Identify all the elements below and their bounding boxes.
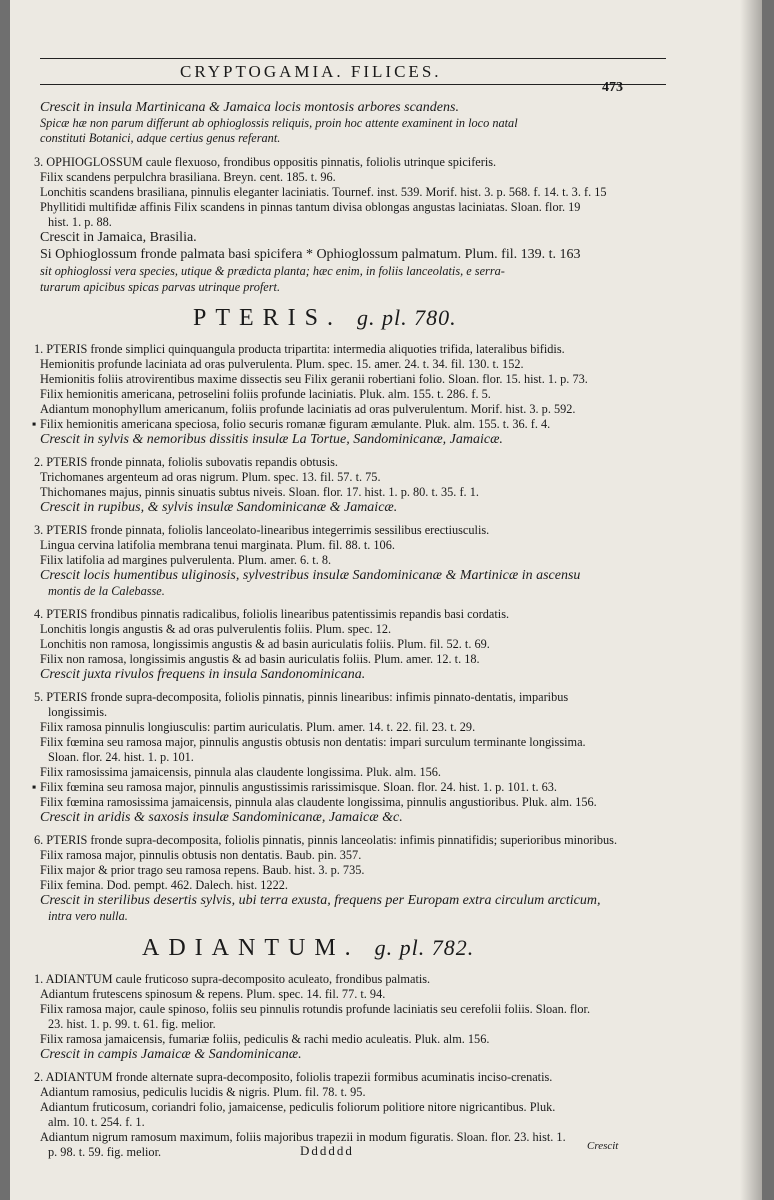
text-line: sit ophioglossi vera species, utique & prædicta planta; hæc enim, in foliis lanceolatis, e serra- [40,264,505,278]
text-line: Si Ophioglossum fronde palmata basi spicifera * Ophioglossum palmatum. Plum. fil. 139. t. 163 [40,247,581,262]
text-line: constituti Botanici, adque certius genus referant. [40,131,281,145]
text-line: Crescit in insula Martinicana & Jamaica locis montosis arbores scandens. [40,100,459,115]
text-line: Hemionitis foliis atrovirentibus maxime dissectis seu Filix geranii robertiani folio. Sloan. flor. 15. hist. 1. p. 73. [40,372,588,386]
page-number: 473 [602,80,623,95]
text-line: Filix latifolia ad margines pulverulenta. Plum. amer. 6. t. 8. [40,553,332,567]
text-line: Hemionitis profunde laciniata ad oras pulverulenta. Plum. spec. 15. amer. 24. t. 34. fil. 130. t. 152. [40,357,524,371]
text-line: 2. ADIANTUM fronde alternate supra-decomposito, foliolis trapezii formibus acuminatis inciso-crenatis. [34,1070,553,1084]
text-line: 23. hist. 1. p. 99. t. 61. fig. melior. [48,1017,216,1031]
text-line: Filix ramosa jamaicensis, fumariæ foliis, pediculis & rachi medio aculeatis. Pluk. alm. 156. [40,1032,490,1046]
text-line: Adiantum ramosius, pediculis lucidis & nigris. Plum. fil. 78. t. 95. [40,1085,366,1099]
text-line: p. 98. t. 59. fig. melior. [48,1145,162,1159]
text-line: ▪ Filix hemionitis americana speciosa, folio securis romanæ figuram æmulante. Pluk. alm. 155. t. 36. f. 4. [40,417,550,432]
text-line: Filix hemionitis americana, petroselini foliis profunde laciniatis. Pluk. alm. 155. t. 286. f. 5. [40,387,491,401]
text-line: 4. PTERIS frondibus pinnatis radicalibus, foliolis linearibus patentissimis repandis basi cordatis. [34,607,510,621]
text-line: 5. PTERIS fronde supra-decomposita, foliolis pinnatis, pinnis linearibus: infimis pinnato-dentatis, imparibus [34,690,569,704]
text-line: alm. 10. t. 254. f. 1. [48,1115,145,1129]
text-line: 3. PTERIS fronde pinnata, foliolis lanceolato-linearibus integerrimis sessilibus erectiusculis. [34,523,490,537]
page-gutter-shadow [740,0,762,1200]
text-line: Filix major & prior trago seu ramosa repens. Baub. hist. 3. p. 735. [40,863,365,877]
text-line: Filix ramosa major, pinnulis obtusis non dentatis. Baub. pin. 357. [40,848,362,862]
text-line: Adiantum frutescens spinosum & repens. Plum. spec. 14. fil. 77. t. 94. [40,987,386,1001]
text-line: Crescit juxta rivulos frequens in insula Sandonominicana. [40,667,366,682]
text-line: Thichomanes majus, pinnis sinuatis subtus niveis. Sloan. flor. 17. hist. 1. p. 80. t. 35. f. 1. [40,485,479,499]
text-line: Crescit in sylvis & nemoribus dissitis insulæ La Tortue, Sandominicanæ, Jamaicæ. [40,432,503,447]
text-line: Lingua cervina latifolia membrana tenui marginata. Plum. fil. 88. t. 106. [40,538,395,552]
text-line: 3. OPHIOGLOSSUM caule flexuoso, frondibus oppositis pinnatis, foliolis utrinque spiciferis. [34,155,497,169]
text-line: Adiantum fruticosum, coriandri folio, jamaicense, pediculis foliorum politiore nitore nigricantibus. Pluk. [40,1100,556,1114]
text-line: Crescit locis humentibus uliginosis, sylvestribus insulæ Sandominicanæ & Martinicæ in ascensu [40,568,581,583]
genus-ref: g. pl. 782. [374,935,475,960]
text-line: Lonchitis longis angustis & ad oras pulverulentis foliis. Plum. spec. 12. [40,622,392,636]
header-rule-top [40,58,666,59]
text-line: turarum apicibus spicas parvas utrinque profert. [40,280,281,294]
text-line: Crescit in Jamaica, Brasilia. [40,230,197,245]
text-line: Lonchitis scandens brasiliana, pinnulis eleganter laciniatis. Tournef. inst. 539. Morif. hist. 3. p. 568. f. 14. t. 3. f. 15 [40,185,607,199]
text-line: hist. 1. p. 88. [48,215,112,229]
text-line: Spicæ hæ non parum differunt ab ophioglossis reliquis, proin hoc attente examinent in loco natal [40,116,518,130]
text-line: Trichomanes argenteum ad oras nigrum. Plum. spec. 13. fil. 57. t. 75. [40,470,381,484]
catchword: Crescit [587,1140,619,1152]
genus-heading-adiantum [142,935,474,962]
genus-name: ADIANTUM. [142,935,360,961]
text-line: 1. ADIANTUM caule fruticoso supra-decomposito aculeato, frondibus palmatis. [34,972,431,986]
text-line: 1. PTERIS fronde simplici quinquangula producta tripartita: intermedia aliquoties trifida, lateralibus bifidis. [34,342,565,356]
text-line: Crescit in rupibus, & sylvis insulæ Sandominicanæ & Jamaicæ. [40,500,398,515]
running-header: CRYPTOGAMIA. FILICES. [180,62,442,81]
signature-mark: Dddddd [300,1143,354,1158]
text-line: Crescit in sterilibus desertis sylvis, ubi terra exusta, frequens per Europam extra circulum arcticum, [40,893,601,908]
book-page [10,0,762,1200]
text-line: intra vero nulla. [48,909,128,923]
text-line: Filix fœmina seu ramosa major, pinnulis angustis obtusis non dentatis: impari surculum terminante longissima. [40,735,586,749]
text-line: 2. PTERIS fronde pinnata, foliolis subovatis repandis obtusis. [34,455,338,469]
text-line: montis de la Calebasse. [48,584,165,598]
text-line: Filix ramosa pinnulis longiusculis: partim auriculatis. Plum. amer. 14. t. 22. fil. 23. t. 29. [40,720,476,734]
genus-heading-pteris [193,305,457,332]
header-rule-bottom [40,84,666,85]
text-line: Phyllitidi multifidæ affinis Filix scandens in pinnas tantum divisa oblongas angustas laciniatas. Sloan. flor. 19 [40,200,581,214]
text-line: Adiantum monophyllum americanum, foliis profunde laciniatis ad oras pulverulentum. Morif. hist. 3. p. 592. [40,402,576,416]
text-line: Filix fœmina ramosissima jamaicensis, pinnula alas claudente longissima, pinnulis angustioribus. Pluk. alm. 156. [40,795,597,809]
text-line: Filix ramosissima jamaicensis, pinnula alas claudente longissima. Pluk. alm. 156. [40,765,441,779]
genus-name: PTERIS. [193,305,343,331]
text-line: Crescit in aridis & saxosis insulæ Sandominicanæ, Jamaicæ &c. [40,810,403,825]
text-line: Filix ramosa major, caule spinoso, foliis seu pinnulis rotundis profunde laciniatis seu cerefolii foliis. Sloan. flor. [40,1002,591,1016]
genus-ref: g. pl. 780. [357,305,457,330]
text-line: Lonchitis non ramosa, longissimis angustis & ad basin auriculatis foliis. Plum. fil. 52. t. 69. [40,637,490,651]
text-line: Sloan. flor. 24. hist. 1. p. 101. [48,750,194,764]
text-line: Adiantum nigrum ramosum maximum, foliis majoribus trapezii in modum figuratis. Sloan. flor. 23. hist. 1. [40,1130,566,1144]
text-line: Crescit in campis Jamaicæ & Sandominicanæ. [40,1047,302,1062]
text-line: longissimis. [48,705,108,719]
text-line: Filix femina. Dod. pempt. 462. Dalech. hist. 1222. [40,878,288,892]
text-line: Filix scandens perpulchra brasiliana. Breyn. cent. 185. t. 96. [40,170,336,184]
text-line: 6. PTERIS fronde supra-decomposita, foliolis pinnatis, pinnis lanceolatis: infimis pinnatifidis; superioribus minoribus. [34,833,618,847]
text-line: ▪ Filix fœmina seu ramosa major, pinnulis angustissimis rarissimisque. Sloan. flor. 24. hist. 1. p. 101. t. 63. [40,780,557,795]
text-line: Filix non ramosa, longissimis angustis & ad basin auriculatis foliis. Plum. amer. 12. t. 18. [40,652,480,666]
